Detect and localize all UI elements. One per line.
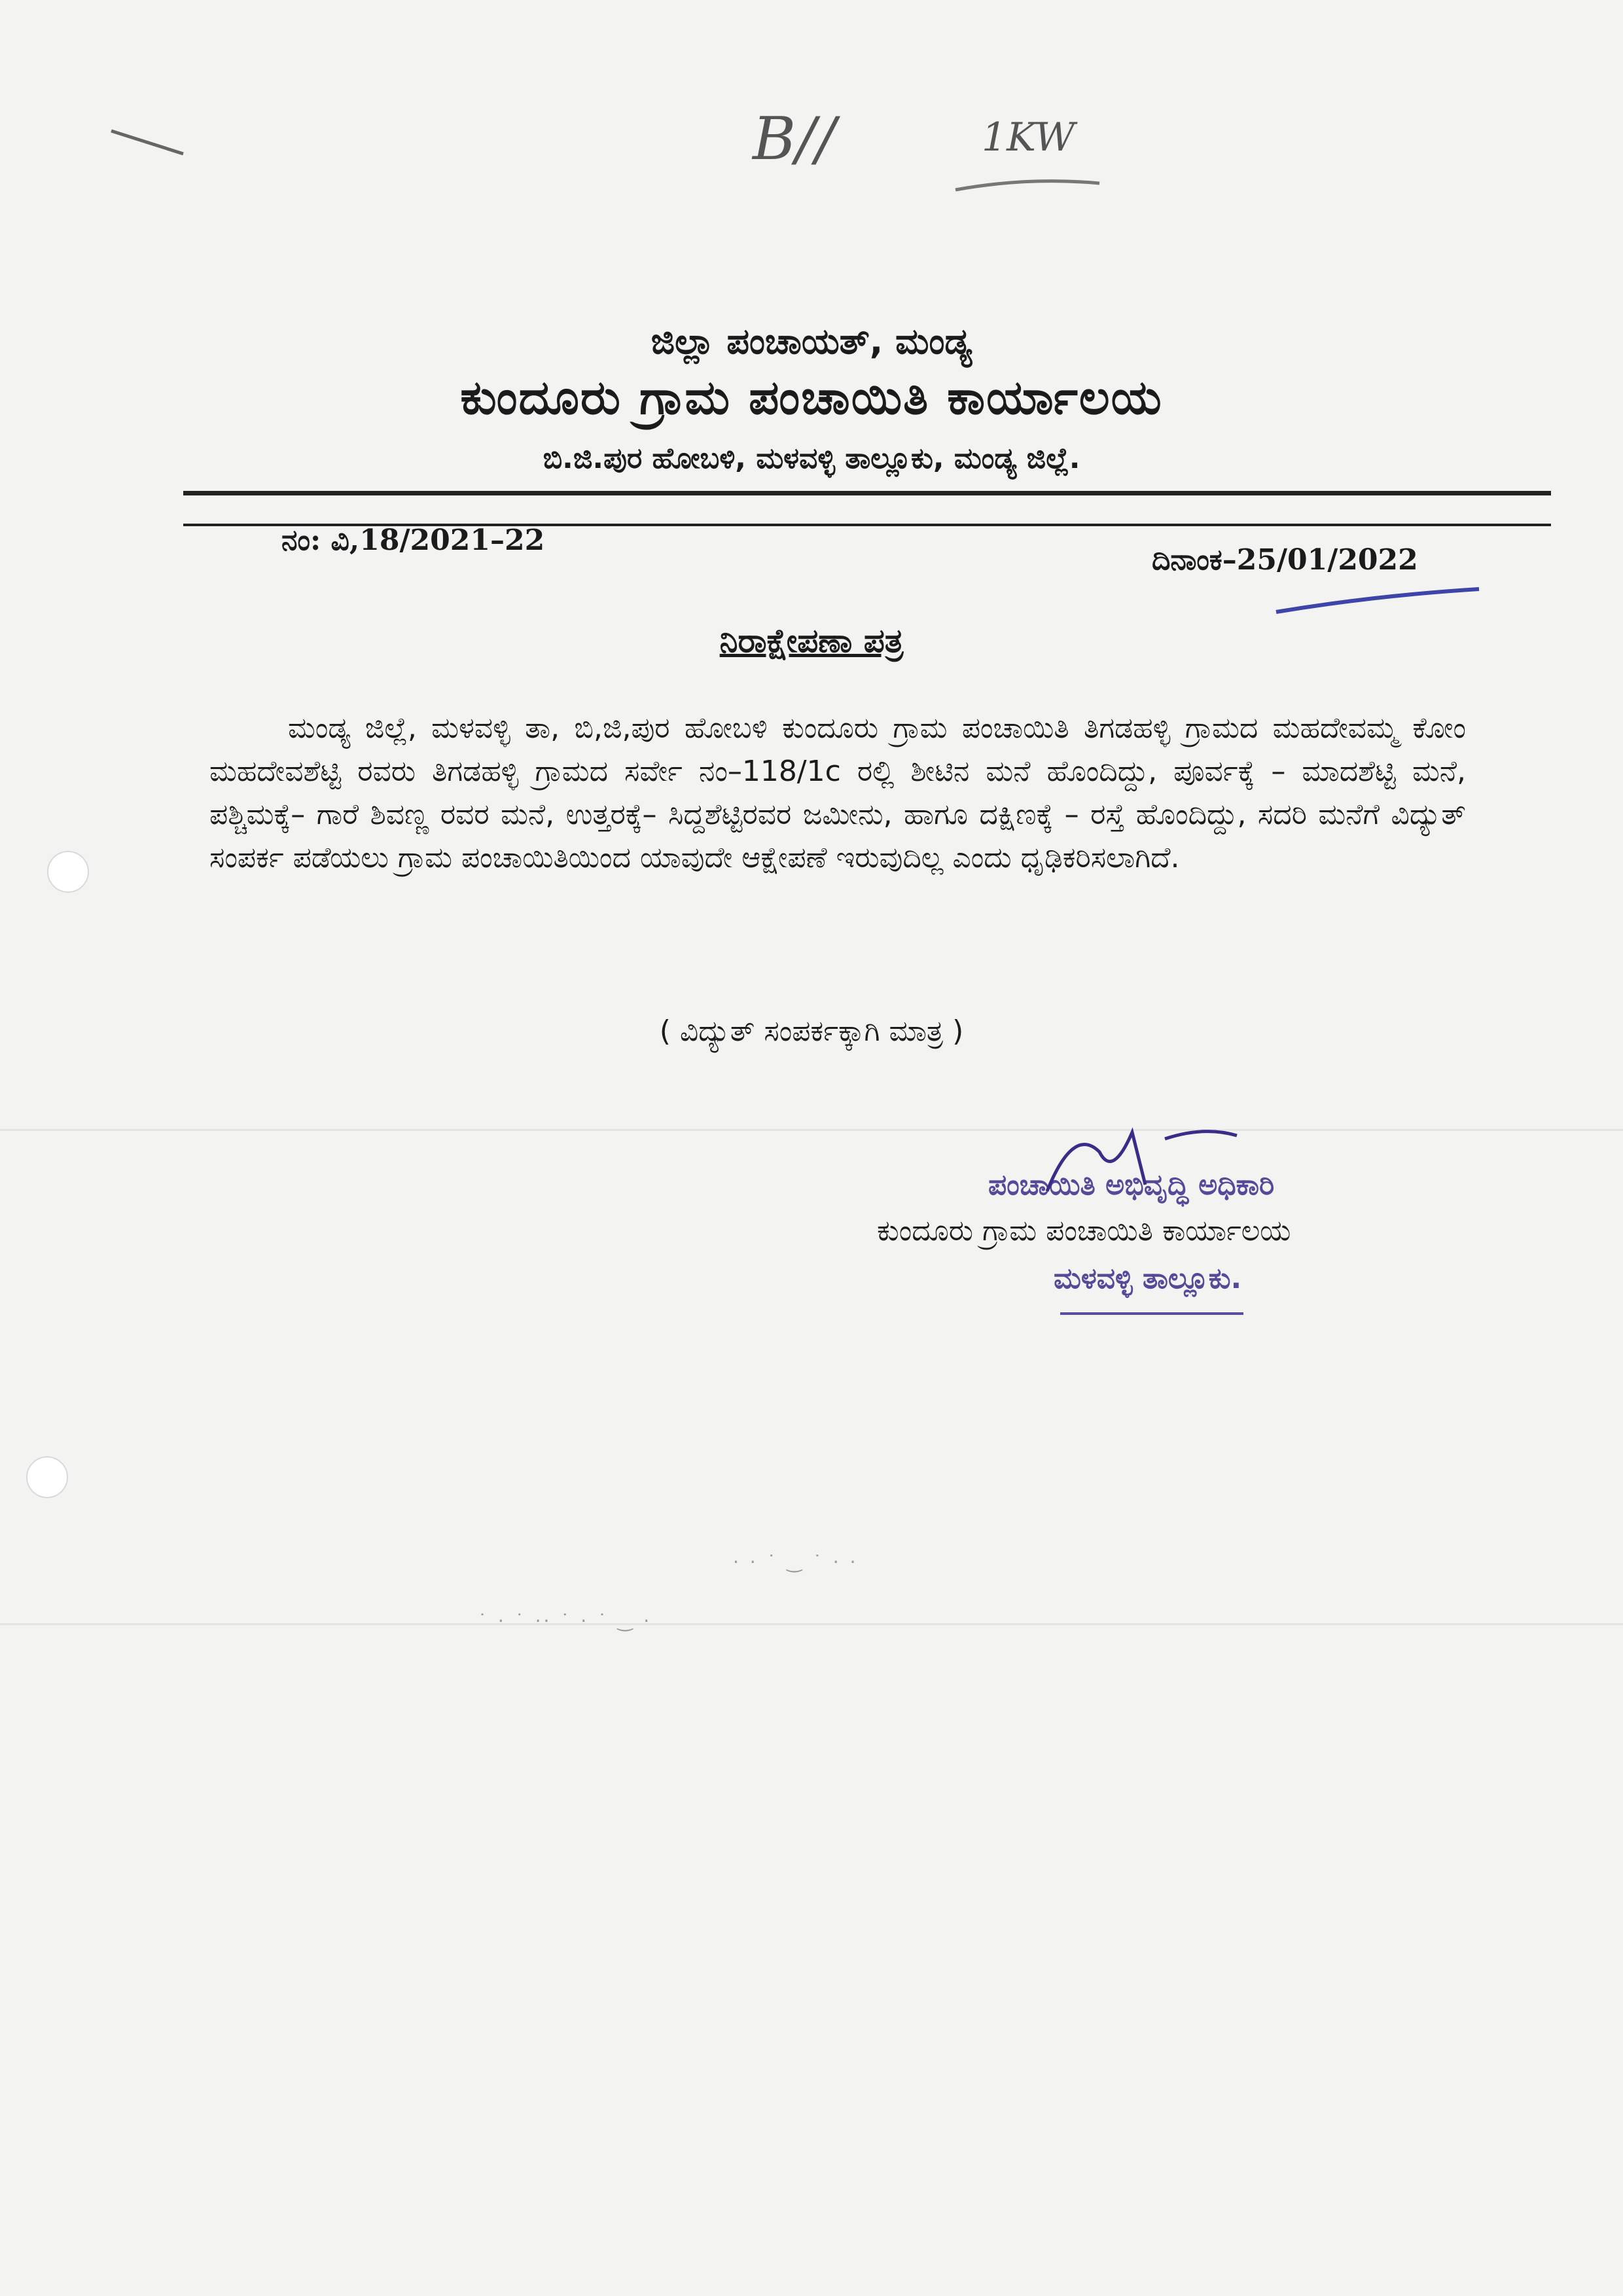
document-title-text: ನಿರಾಕ್ಷೇಪಣಾ ಪತ್ರ (719, 622, 904, 660)
document-title (0, 622, 1623, 660)
reference-number: ನಂ: ವಿ,18/2021–22 (281, 524, 545, 557)
underline-scribble (949, 164, 1106, 203)
date-ink-stroke (1270, 583, 1486, 622)
signatory-taluk: ಮಳವಳ್ಳಿ ತಾಲ್ಲೂಕು. (1054, 1262, 1242, 1295)
fold-line (0, 1129, 1623, 1131)
pen-stroke-mark (105, 118, 196, 170)
body-paragraph: ಮಂಡ್ಯ ಜಿಲ್ಲೆ, ಮಳವಳ್ಳಿ ತಾ, ಬಿ,ಜಿ,ಪುರ ಹೋಬಳಿ ಕುಂದೂರು ಗ್ರಾಮ ಪಂಚಾಯಿತಿ ತಿಗಡಹಳ್ಳಿ ಗ್ರಾಮದ ಮಹದೇವಮ್ಮ ಕೋಂ ಮಹದೇವಶೆಟ್ಟಿ ರವರು ತಿಗಡಹಳ್ಳಿ ಗ್ರಾಮದ ಸರ್ವೇ ನಂ–118/1c ರಲ್ಲಿ ಶೀಟಿನ ಮನೆ ಹೊಂದಿದ್ದು, ಪೂರ್ವಕ್ಕೆ – ಮಾದಶೆಟ್ಟಿ ಮನೆ, ಪಶ್ಚಿಮಕ್ಕೆ– ಗಾರೆ ಶಿವಣ್ಣ ರವರ ಮನೆ, ಉತ್ತರಕ್ಕೆ– ಸಿದ್ದಶೆಟ್ಟಿರವರ ಜಮೀನು, ಹಾಗೂ ದಕ್ಷಿಣಕ್ಕೆ – ರಸ್ತೆ ಹೊಂದಿದ್ದು, ಸದರಿ ಮನೆಗೆ ವಿದ್ಯುತ್ ಸಂಪರ್ಕ ಪಡೆಯಲು ಗ್ರಾಮ ಪಂಚಾಯಿತಿಯಿಂದ ಯಾವುದೇ ಆಕ್ಷೇಪಣೆ ಇರುವುದಿಲ್ಲ ಎಂದು ಧೃಢಿಕರಿಸಲಾಗಿದೆ. (209, 711, 1466, 874)
document-date: ದಿನಾಂಕ–25/01/2022 (1152, 543, 1418, 577)
purpose-note: ( ವಿದ್ಯುತ್ ಸಂಪರ್ಕಕ್ಕಾಗಿ ಮಾತ್ರ ) (659, 1014, 964, 1048)
fold-line (0, 1623, 1623, 1625)
letterhead-office: ಕುಂದೂರು ಗ್ರಾಮ ಪಂಚಾಯಿತಿ ಕಾರ್ಯಾಲಯ (460, 370, 1163, 425)
letterhead-district: ಜಿಲ್ಲಾ ಪಂಚಾಯತ್, ಮಂಡ್ಯ (651, 321, 972, 362)
stamp-underline (1060, 1312, 1243, 1315)
punch-hole (47, 851, 89, 893)
letterhead-address: ಬಿ.ಜಿ.ಪುರ ಹೋಬಳಿ, ಮಳವಳ್ಳಿ ತಾಲ್ಲೂಕು, ಮಂಡ್ಯ ಜಿಲ್ಲೆ. (543, 442, 1080, 475)
signatory-designation: ಪಂಚಾಯಿತಿ ಅಭಿವೃದ್ಧಿ ಅಧಿಕಾರಿ (988, 1168, 1275, 1202)
show-through-marks: ˙ · ˙ ·· ˙ · ˙ ‿ · (478, 1610, 652, 1632)
handwritten-mark-left: B// (753, 105, 836, 173)
header-rule-thick (183, 491, 1551, 495)
signatory-office: ಕುಂದೂರು ಗ್ರಾಮ ಪಂಚಾಯಿತಿ ಕಾರ್ಯಾಲಯ (877, 1214, 1291, 1247)
handwritten-mark-right: 1KW (982, 115, 1075, 160)
punch-hole (26, 1456, 68, 1498)
show-through-marks: · · ˙ ‿ ˙ · · (733, 1551, 859, 1573)
